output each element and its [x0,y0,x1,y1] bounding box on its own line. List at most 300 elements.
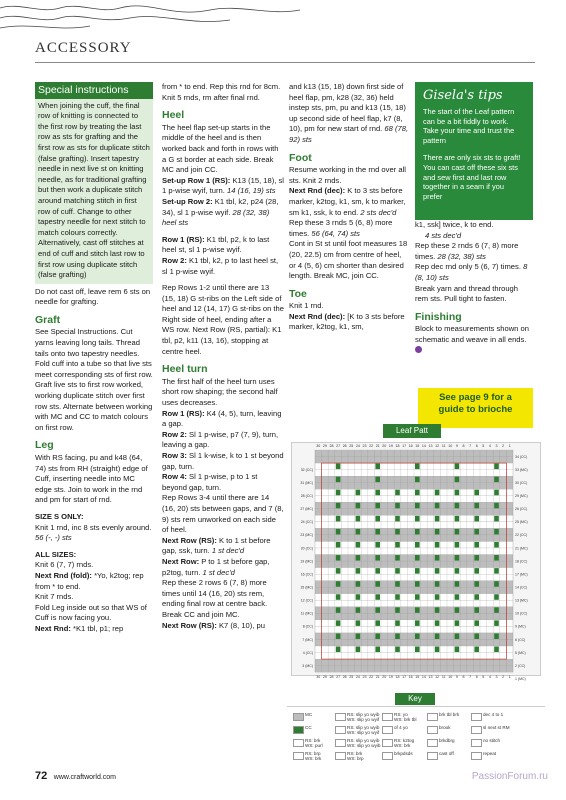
chart-col-label: 6 [475,675,478,680]
chart-row-label: 5 (MC) [515,650,526,655]
chart-leaf-stitch [455,490,460,496]
chart-col-label: 10 [448,675,453,680]
special-instructions-title: Special instructions [35,82,153,99]
chart-leaf-stitch [336,542,341,548]
setup-row-2: Set-up Row 2: K1 tbl, k2, p24 (28, 34), sl 1 p-wise wyif. 28 (32, 38) heel sts [162,196,279,228]
chart-leaf-stitch [336,464,341,470]
chart-leaf-stitch [474,568,479,574]
chart-leaf-stitch [455,464,460,470]
watermark-text: PassionForum.ru [471,771,548,782]
chart-col-label: 28 [329,444,334,448]
chart-title: Leaf Patt [383,424,441,438]
decorative-yarn-icon [0,0,300,40]
chart-leaf-stitch [455,594,460,600]
chart-row-label: 13 (MC) [515,598,528,603]
chart-col-label: 4 [488,444,491,448]
chart-leaf-stitch [395,503,400,509]
toe-cont-3: Rep dec rnd only 5 (6, 7) times. 8 (8, 10) sts [415,262,528,282]
chart-row-label: 29 (MC) [515,494,528,499]
key-swatch [335,739,346,747]
chart-col-label: 19 [388,675,393,680]
chart-leaf-stitch [375,647,380,653]
chart-leaf-stitch [415,647,420,653]
key-label: brkdbrg [439,738,455,743]
chart-col-label: 1 [508,444,511,448]
chart-leaf-stitch [494,555,499,561]
tips-text-2: There are only six sts to graft! You can cast off these six sts and sew first and last row together in a seam if you prefer [423,153,521,201]
chart-leaf-stitch [356,647,361,653]
key-swatch [335,713,346,721]
chart-col-label: 29 [322,675,327,680]
chart-leaf-stitch [336,633,341,639]
chart-col-label: 18 [395,444,400,448]
chart-col-label: 7 [469,675,472,680]
leg-heading: Leg [35,439,54,452]
size-s-text: Knit 1 rnd, inc 8 sts evenly around. 56 (-, -) sts [35,522,152,543]
chart-leaf-stitch [415,620,420,626]
chart-col-label: 22 [369,675,374,680]
key-title: Key [395,693,435,705]
chart-leaf-stitch [435,581,440,587]
chart-leaf-stitch [474,581,479,587]
chart-row-label: 25 (MC) [515,520,528,525]
chart-leaf-stitch [435,490,440,496]
foot-heading: Foot [289,151,312,164]
turn-next-row: Next Row: P to 1 st before gap, p2tog, turn. 1 st dec'd [162,556,270,577]
chart-col-label: 8 [462,675,465,680]
foot-continue: Cont in St st until foot measures 18 (20, 22.5) cm from centre of heel, or 4 (5, 6) cm shorter than desired length. Break MC, join CC. [289,239,408,281]
chart-col-label: 27 [336,675,341,680]
chart-leaf-stitch [415,542,420,548]
chart-row-label: 8 (CC) [302,624,313,629]
foot-dec-rnd: Next Rnd (dec): K to 3 sts before marker, k2tog, k1, sm, k to marker, sm k1, ssk, k to end. 2 sts dec'd [289,186,406,217]
chart-leaf-stitch [395,647,400,653]
chart-row-label: 17 (MC) [515,572,528,577]
chart-leaf-stitch [336,647,341,653]
chart-row-label: 4 (CC) [302,650,313,655]
chart-col-label: 20 [382,444,387,448]
chart-leaf-stitch [395,581,400,587]
chart-col-label: 15 [415,444,420,448]
chart-leaf-stitch [474,555,479,561]
key-swatch [471,752,482,760]
turn-repeat-text: Rep Rows 3-4 until there are 14 (16, 20) sts between gaps, and 7 (8, 9) sts rem unworked on each side of heel. [162,493,284,535]
key-swatch [335,752,346,760]
leg-text: With RS facing, pu and k48 (64, 74) sts from RH (straight) edge of Cuff, inserting needle into MC edge sts. Join to work in the rnd and pm for start of rnd. [35,453,148,505]
chart-leaf-stitch [375,607,380,613]
all-sizes-line-4: Fold Leg inside out so that WS of Cuff is now facing you. [35,602,147,623]
tips-text-1: The start of the Leaf pattern can be a bit fiddly to work. Take your time and trust the pattern [423,107,515,145]
section-title: ACCESSORY [35,40,132,56]
chart-row-label: 28 (CC) [300,494,313,499]
chart-leaf-stitch [356,607,361,613]
chart-leaf-stitch [435,594,440,600]
chart-leaf-stitch [375,542,380,548]
chart-leaf-stitch [415,555,420,561]
chart-row-label: 7 (MC) [302,637,313,642]
all-sizes-line-5: Next Rnd: *K1 tbl, p1; rep [35,623,124,633]
chart-col-label: 2 [502,675,505,680]
chart-leaf-stitch [455,555,460,561]
chart-leaf-stitch [395,529,400,535]
column-1 [35,82,153,635]
key-label: brook [439,725,451,730]
chart-leaf-stitch [455,568,460,574]
chart-row-label: 31 (MC) [300,480,313,485]
chart-row-label: 20 (CC) [300,546,313,551]
turn-final-row: Next Row (RS): K7 (8, 10), pu [162,620,265,630]
column-3 [289,82,409,333]
heel-turn-heading: Heel turn [162,363,208,376]
chart-col-label: 30 [316,444,321,448]
chart-leaf-stitch [494,581,499,587]
turn-row-4: Row 4: Sl 1 p-wise, p to 1 st beyond gap, turn. [162,472,258,492]
toe-line-2: Next Rnd (dec): [K to 3 sts before marker, k2tog, k1, sm, [289,311,405,332]
callout-line-1: See page 9 for a [439,392,512,403]
toe-cont-1-count: 4 sts dec'd [425,230,462,240]
column-4 [415,220,533,356]
chart-row-label: 14 (CC) [515,585,528,590]
chart-leaf-stitch [435,568,440,574]
chart-leaf-stitch [375,568,380,574]
key-label: CC [305,725,312,730]
chart-grid [287,428,545,690]
chart-col-label: 11 [441,444,446,448]
chart-leaf-stitch [435,529,440,535]
chart-leaf-stitch [435,555,440,561]
chart-row-label: 16 (CC) [300,572,313,577]
chart-row-label: 33 (MC) [515,467,528,472]
chart-col-label: 21 [375,444,380,448]
chart-col-label: 12 [435,675,440,680]
key-label: RS: yo WS: brk tbl [394,712,417,722]
chart-leaf-stitch [494,516,499,522]
chart-col-label: 23 [362,444,367,448]
chart-col-label: 2 [502,444,505,448]
chart-leaf-stitch [395,633,400,639]
chart-leaf-stitch [435,607,440,613]
chart-leaf-stitch [474,647,479,653]
chart-leaf-stitch [356,516,361,522]
chart-leaf-stitch [356,568,361,574]
turn-row-3: Row 3: Sl 1 k-wise, k to 1 st beyond gap, turn. [162,451,284,471]
key-swatch [471,726,482,734]
foot-text: Resume working in the rnd over all sts. Knit 2 rnds. [289,165,406,185]
leave-sts-text: Do not cast off, leave rem 6 sts on needle for grafting. [35,286,151,307]
key-label: RS: slip yo wyib WS: slip yo wyib [347,738,381,748]
page-header [0,0,566,70]
chart-leaf-stitch [336,529,341,535]
chart-leaf-stitch [494,647,499,653]
chart-row-label: 23 (MC) [300,533,313,538]
chart-col-label: 11 [441,675,446,680]
chart-leaf-stitch [375,620,380,626]
col3-top-text: and k13 (15, 18) down first side of heel flap, pm, k28 (32, 36) held instep sts, pm, pu and k13 (15, 18) up second side of heel flap, k7 (8, 10), pm for new start of rnd. 68 (78, 92) sts [289,82,409,144]
chart-col-label: 18 [395,675,400,680]
chart-col-label: 1 [508,675,511,680]
key-label: brkpdsds [394,751,413,756]
chart-leaf-stitch [415,607,420,613]
chart-col-label: 22 [369,444,374,448]
chart-col-label: 24 [355,444,360,448]
special-instructions-text: When joining the cuff, the final row of knitting is connected to the first row by treating the last row as sts for grafting and the first row as sts for duplicate stitch (false grafting). Insert tapestry needle in next live st on knitting needle, as for traditional grafting but then work a duplicate stitch around matching stitch in first row of cuff. Change to other tapestry needle for next stitch to match colours correctly. Alternatively, cast off stitches at end of cuff and stitch last row to first row using duplicate stitch (false grafting) [38,100,150,280]
chart-col-label: 26 [342,675,347,680]
key-swatch [382,726,393,734]
key-swatch [293,739,304,747]
chart-leaf-stitch [474,594,479,600]
chart-row-label: 21 (MC) [515,546,528,551]
chart-col-label: 3 [495,675,498,680]
chart-leaf-stitch [415,490,420,496]
chart-col-label: 9 [455,675,458,680]
chart-col-label: 9 [455,444,458,448]
key-swatch [382,713,393,721]
chart-col-label: 5 [482,444,485,448]
chart-col-label: 26 [342,444,347,448]
chart-leaf-stitch [494,620,499,626]
key-swatch [293,713,304,721]
chart-leaf-stitch [415,529,420,535]
toe-heading: Toe [289,287,307,300]
chart-col-label: 17 [402,675,407,680]
chart-leaf-stitch [494,490,499,496]
chart-leaf-stitch [494,529,499,535]
chart-leaf-stitch [474,503,479,509]
turn-next-row-rs: Next Row (RS): K to 1 st before gap, ssk, turn. 1 st dec'd [162,535,271,556]
key-label: RS: slip yo wyib WS: slip yo wyif [347,725,380,735]
chart-col-label: 19 [388,444,393,448]
chart-leaf-stitch [336,555,341,561]
chart-row-label: 1 (MC) [515,676,526,681]
chart-leaf-stitch [474,607,479,613]
chart-leaf-stitch [336,490,341,496]
setup-row-1: Set-up Row 1 (RS): K13 (15, 18), sl 1 p-wise wyif, turn. 14 (16, 19) sts [162,175,284,196]
page-number: 72 [35,770,48,782]
chart-leaf-stitch [415,503,420,509]
chart-col-label: 17 [402,444,407,448]
chart-leaf-stitch [455,477,460,483]
heel-heading: Heel [162,109,185,122]
key-label: repeat [483,751,497,756]
chart-leaf-stitch [395,568,400,574]
chart-row-label: 3 (MC) [302,663,313,668]
chart-leaf-stitch [336,477,341,483]
toe-line-1: Knit 1 rnd. [289,301,324,311]
key-swatch [427,726,438,734]
turn-rep-text: Rep these 2 rows 6 (7, 8) more times until 14 (16, 20) sts rem, ending final row at centre back. Break CC and join MC. [162,578,268,619]
chart-col-label: 8 [462,444,465,448]
chart-leaf-stitch [415,568,420,574]
chart-leaf-stitch [455,620,460,626]
key-swatch [293,752,304,760]
chart-leaf-stitch [474,620,479,626]
chart-col-label: 16 [408,675,413,680]
chart-col-label: 13 [428,444,433,448]
key-label: no stitch [483,738,501,743]
chart-leaf-stitch [455,503,460,509]
chart-col-label: 3 [495,444,498,448]
key-swatch [335,726,346,734]
key-label: brk tbl brk [439,712,460,717]
section-divider [35,62,535,63]
chart-leaf-stitch [395,490,400,496]
chart-row-label: 6 (CC) [515,637,526,642]
key-label: RS: brp WS: brk [305,751,322,761]
chart-leaf-stitch [455,516,460,522]
chart-leaf-stitch [375,594,380,600]
key-label: cast off [439,751,454,756]
toe-cont-2: Rep these 2 rnds 6 (7, 8) more times. 28 (32, 38) sts [415,241,519,261]
chart-leaf-stitch [356,490,361,496]
chart-leaf-stitch [474,529,479,535]
chart-leaf-stitch [336,607,341,613]
chart-leaf-stitch [395,620,400,626]
chart-leaf-stitch [356,581,361,587]
column-2 [162,82,284,631]
graft-text: See Special Instructions. Cut yarns leaving long tails. Thread tails onto two tapestry needles. Fold cuff into a tube so that live sts meet corresponding sts of first row. Graft live sts to first row worked, working duplicate stitch over first row sts. Alternate between working with MC and CC to match colours on first row. [35,327,153,432]
chart-row-label: 15 (MC) [300,585,313,590]
chart-leaf-stitch [415,633,420,639]
finishing-text: Block to measurements shown on schematic and weave in all ends. [415,324,533,356]
chart-row-label: 34 (CC) [515,454,528,459]
chart-leaf-stitch [455,542,460,548]
toe-cont-1: k1, ssk] twice, k to end. [415,220,494,229]
heel-row-1: Row 1 (RS): K1 tbl, p2, k to last heel st, sl 1 p-wise wyif. [162,234,270,255]
chart-leaf-stitch [375,581,380,587]
chart-leaf-stitch [435,647,440,653]
special-instructions-box [35,99,153,284]
heel-repeat-text: Rep Rows 1-2 until there are 13 (15, 18) G st-ribs on the Left side of heel and 12 (14, 17) G st-ribs on the Right side of heel, ending after a WS row. Next Row (RS, partial): K1 tbl, p2, k11 (13, 16), stopping at centre heel. [162,283,284,356]
chart-row-label: 32 (CC) [300,467,313,472]
chart-leaf-stitch [395,607,400,613]
all-sizes-heading: ALL SIZES: [35,549,77,559]
key-label: RS: brk WS: brp [347,751,364,761]
key-label: dec 4 to 1 [483,712,504,717]
heel-turn-text: The first half of the heel turn uses short row shaping; the second half uses decreases. [162,376,278,408]
chart-col-label: 5 [482,675,485,680]
graft-heading: Graft [35,313,61,326]
chart-leaf-stitch [336,516,341,522]
chart-leaf-stitch [455,607,460,613]
chart-leaf-stitch [356,555,361,561]
chart-leaf-stitch [494,594,499,600]
chart-leaf-stitch [415,464,420,470]
chart-row-label: 30 (CC) [515,480,528,485]
chart-leaf-stitch [375,633,380,639]
chart-row-label: 24 (CC) [300,520,313,525]
chart-leaf-stitch [455,633,460,639]
chart-leaf-stitch [336,503,341,509]
chart-leaf-stitch [336,594,341,600]
chart-leaf-stitch [494,568,499,574]
chart-leaf-stitch [375,529,380,535]
tips-title: Gisela's tips [423,88,503,103]
chart-leaf-stitch [474,516,479,522]
chart-col-label: 4 [488,675,491,680]
chart-col-label: 25 [349,444,354,448]
chart-row-label: 2 (CC) [515,663,526,668]
chart-leaf-stitch [356,633,361,639]
key-swatch [471,713,482,721]
key-label: of 4 yo [394,725,408,730]
chart-col-label: 25 [349,675,354,680]
chart-row-label: 27 (MC) [300,507,313,512]
key-swatch [427,713,438,721]
chart-leaf-stitch [455,647,460,653]
chart-leaf-stitch [455,529,460,535]
chart-leaf-stitch [336,581,341,587]
chart-leaf-stitch [415,477,420,483]
chart-leaf-stitch [375,516,380,522]
chart-leaf-stitch [435,503,440,509]
chart-leaf-stitch [336,620,341,626]
chart-leaf-stitch [494,503,499,509]
key-swatch [427,752,438,760]
chart-leaf-stitch [415,516,420,522]
key-label: sl next st RM [483,725,510,730]
key-legend [287,706,545,767]
chart-col-label: 20 [382,675,387,680]
chart-leaf-stitch [494,464,499,470]
chart-col-label: 23 [362,675,367,680]
chart-col-label: 14 [421,444,426,448]
turn-row-1: Row 1 (RS): K4 (4, 5), turn, leaving a gap. [162,408,282,429]
key-label: RS: slip yo wyib WS: slip yo wyif [347,712,380,722]
chart-leaf-stitch [395,594,400,600]
chart-col-label: 7 [469,444,472,448]
footer-url[interactable]: www.craftworld.com [53,774,116,781]
chart-leaf-stitch [494,633,499,639]
chart-col-label: 29 [322,444,327,448]
tips-box [415,82,533,220]
chart-col-label: 28 [329,675,334,680]
chart-col-label: 6 [475,444,478,448]
chart-row-label: 11 (MC) [300,611,313,616]
chart-col-label: 13 [428,675,433,680]
key-label: RS: brk WS: purl [305,738,323,748]
finishing-heading: Finishing [415,310,462,323]
chart-row-label: 22 (CC) [515,533,528,538]
chart-leaf-stitch [395,542,400,548]
heel-row-2: Row 2: K1 tbl, k2, p to last heel st, sl 1 p-wise wyif. [162,255,279,276]
size-s-heading: SIZE S ONLY: [35,511,84,521]
chart-col-label: 16 [408,444,413,448]
leaf-pattern-chart [287,428,545,690]
chart-leaf-stitch [356,542,361,548]
chart-col-label: 15 [415,675,420,680]
chart-leaf-stitch [356,529,361,535]
all-sizes-line-1: Knit 6 (7, 7) rnds. [35,560,94,570]
key-swatch [471,739,482,747]
col2-top-text: from * to end. Rep this rnd for 8cm. Knit 5 rnds, rm after final rnd. [162,82,281,102]
chart-leaf-stitch [375,477,380,483]
end-dot-icon [415,346,422,353]
chart-col-label: 30 [316,675,321,680]
chart-row-label: 26 (CC) [515,507,528,512]
chart-leaf-stitch [356,594,361,600]
key-label: MC [305,712,313,717]
chart-row-label: 18 (CC) [515,559,528,564]
chart-leaf-stitch [356,620,361,626]
chart-leaf-stitch [474,633,479,639]
brioche-guide-callout[interactable] [418,388,533,428]
chart-leaf-stitch [356,503,361,509]
page-footer [35,770,116,782]
chart-leaf-stitch [435,542,440,548]
key-swatch [427,739,438,747]
callout-line-2: guide to brioche [438,404,513,415]
toe-cont-4: Break yarn and thread through rem sts. Pull tight to fasten. [415,283,519,304]
